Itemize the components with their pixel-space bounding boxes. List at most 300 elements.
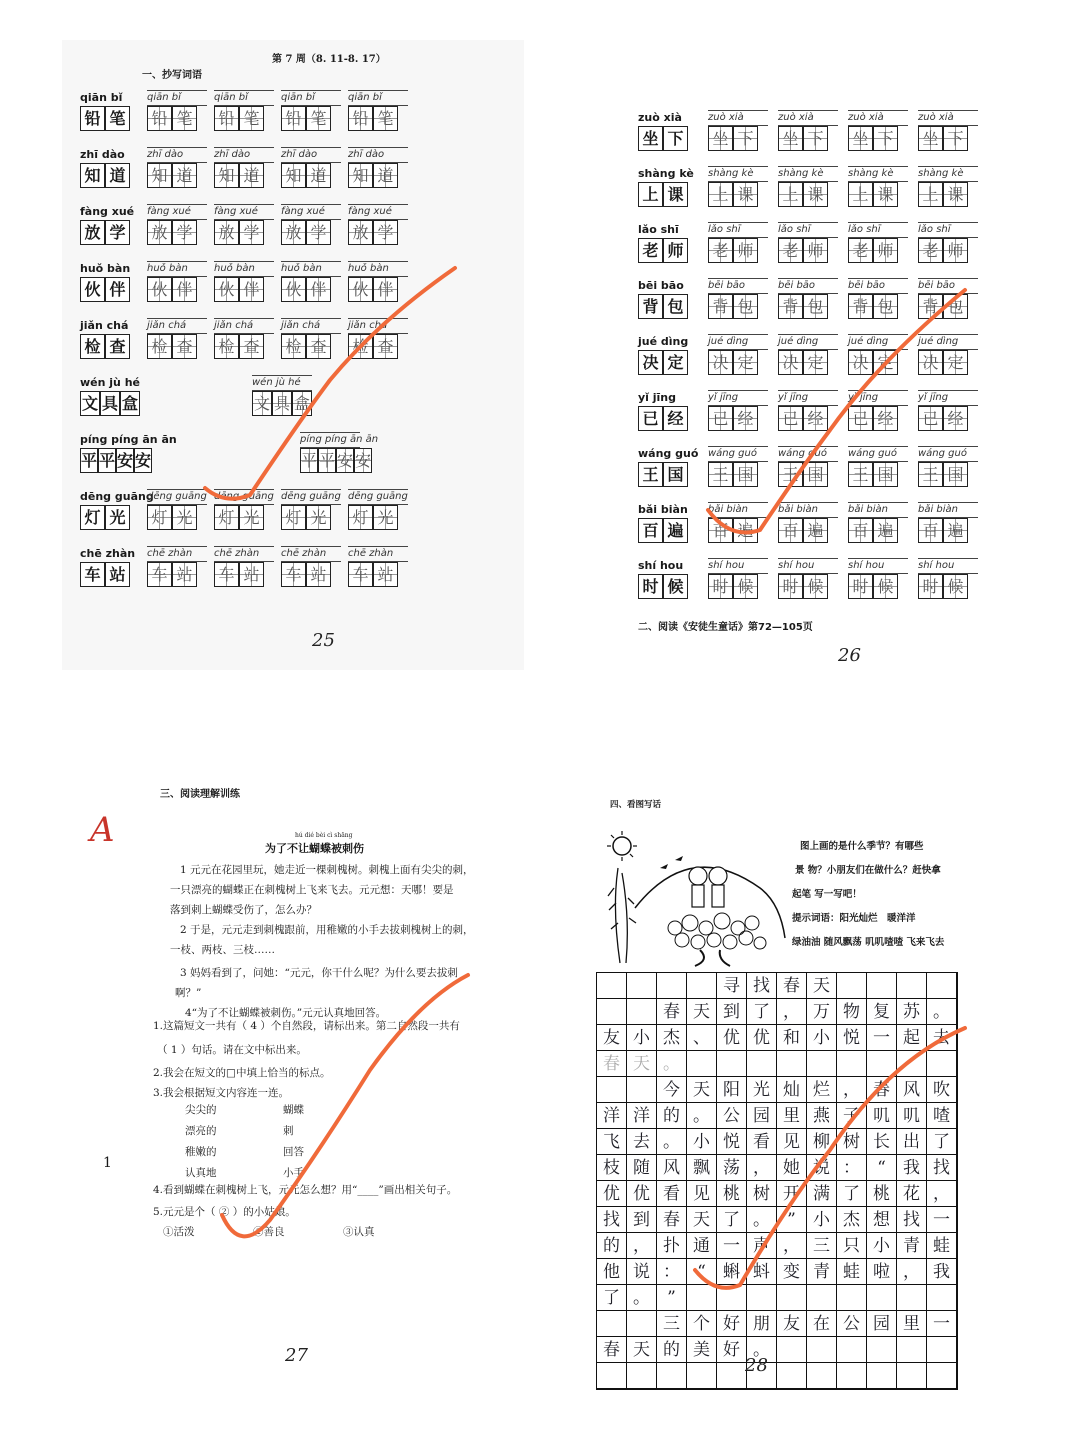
character-boxes bbox=[281, 163, 341, 188]
grid-cell bbox=[807, 1285, 837, 1311]
word-entry-printed bbox=[80, 147, 140, 188]
match-right-item: 回答 bbox=[283, 1146, 304, 1158]
grid-cell: 悦 bbox=[717, 1129, 747, 1155]
grid-cell: 我 bbox=[897, 1155, 927, 1181]
word-entry-copy bbox=[214, 147, 274, 188]
grid-cell: 的 bbox=[657, 1103, 687, 1129]
pinyin-label: zhī dào bbox=[281, 147, 341, 163]
word-entry-copy bbox=[848, 446, 908, 487]
grid-cell bbox=[837, 973, 867, 999]
pinyin-label: wáng guó bbox=[708, 446, 768, 462]
word-entry-copy bbox=[848, 110, 908, 151]
character-box: 车 bbox=[281, 562, 306, 587]
pinyin-label: shí hou bbox=[918, 558, 978, 574]
character-box: 师 bbox=[943, 238, 968, 263]
character-box: 铅 bbox=[281, 106, 306, 131]
word-entry-printed bbox=[638, 558, 698, 599]
character-boxes bbox=[348, 505, 408, 530]
grid-cell: 见 bbox=[687, 1181, 717, 1207]
character-box: 文 bbox=[252, 391, 272, 416]
answer-option: ③认真 bbox=[343, 1226, 375, 1238]
grid-cell bbox=[867, 1285, 897, 1311]
character-box: 时 bbox=[918, 574, 943, 599]
character-box: 车 bbox=[214, 562, 239, 587]
grid-cell bbox=[927, 1337, 957, 1363]
grid-cell: 友 bbox=[597, 1025, 627, 1051]
character-box: 知 bbox=[214, 163, 239, 188]
character-box: 下 bbox=[663, 126, 688, 151]
grid-cell: 。 bbox=[927, 999, 957, 1025]
pinyin-label: shí hou bbox=[848, 558, 908, 574]
character-boxes bbox=[708, 350, 768, 375]
character-box: 上 bbox=[848, 182, 873, 207]
grid-cell: 树 bbox=[837, 1129, 867, 1155]
word-entry-copy bbox=[281, 546, 341, 587]
grid-cell: 三 bbox=[657, 1311, 687, 1337]
grid-cell bbox=[927, 973, 957, 999]
character-box: 铅 bbox=[348, 106, 373, 131]
page-number: 25 bbox=[312, 630, 335, 651]
grid-cell: 杰 bbox=[657, 1025, 687, 1051]
word-entry-copy bbox=[778, 110, 838, 151]
grid-cell: 优 bbox=[597, 1181, 627, 1207]
word-entry-copy bbox=[848, 390, 908, 431]
grid-cell bbox=[597, 1311, 627, 1337]
grid-cell: 满 bbox=[807, 1181, 837, 1207]
character-box: 平 bbox=[300, 448, 318, 473]
grid-cell: 在 bbox=[807, 1311, 837, 1337]
character-box: 百 bbox=[708, 518, 733, 543]
character-box: 伙 bbox=[281, 277, 306, 302]
character-box: 道 bbox=[239, 163, 264, 188]
title-pinyin: hú dié bèi cì shāng bbox=[295, 832, 353, 839]
word-entry-copy bbox=[147, 147, 207, 188]
character-boxes bbox=[638, 182, 698, 207]
pinyin-label: jué dìng bbox=[918, 334, 978, 350]
grid-cell: 小 bbox=[867, 1233, 897, 1259]
grid-cell: 优 bbox=[627, 1181, 657, 1207]
character-boxes bbox=[214, 220, 274, 245]
character-boxes bbox=[708, 182, 768, 207]
pinyin-label: lǎo shī bbox=[638, 223, 679, 236]
character-box: 候 bbox=[943, 574, 968, 599]
pinyin-label: huǒ bàn bbox=[147, 261, 207, 277]
character-boxes bbox=[80, 448, 152, 473]
character-box: 决 bbox=[848, 350, 873, 375]
word-entry-copy bbox=[848, 166, 908, 207]
character-boxes bbox=[708, 574, 768, 599]
pinyin-label: bǎi biàn bbox=[848, 502, 908, 518]
grid-cell: 。 bbox=[627, 1285, 657, 1311]
grid-cell: 枝 bbox=[597, 1155, 627, 1181]
grid-cell: 洋 bbox=[597, 1103, 627, 1129]
character-boxes bbox=[918, 518, 978, 543]
grid-cell: 了 bbox=[927, 1129, 957, 1155]
character-box: 国 bbox=[803, 462, 828, 487]
grid-cell: 燕 bbox=[807, 1103, 837, 1129]
word-entry-copy bbox=[778, 446, 838, 487]
character-box: 上 bbox=[778, 182, 803, 207]
character-box: 伙 bbox=[147, 277, 172, 302]
week-header: 第 7 周（8. 11-8. 17） bbox=[272, 54, 386, 65]
character-box: 下 bbox=[873, 126, 898, 151]
grade-mark: A bbox=[90, 810, 115, 850]
character-box: 伴 bbox=[172, 277, 197, 302]
character-boxes bbox=[778, 406, 838, 431]
pinyin-label: bēi bāo bbox=[708, 278, 768, 294]
character-boxes bbox=[214, 277, 274, 302]
grid-cell: 风 bbox=[897, 1077, 927, 1103]
character-boxes bbox=[281, 220, 341, 245]
pinyin-label: fàng xué bbox=[214, 204, 274, 220]
character-box: 具 bbox=[272, 391, 292, 416]
character-box: 查 bbox=[306, 334, 331, 359]
word-entry-copy bbox=[708, 502, 768, 543]
character-box: 候 bbox=[663, 574, 688, 599]
word-entry-copy bbox=[214, 90, 274, 131]
grid-cell: 阳 bbox=[717, 1077, 747, 1103]
character-boxes bbox=[638, 462, 698, 487]
character-boxes bbox=[348, 220, 408, 245]
word-entry-copy bbox=[147, 261, 207, 302]
character-box: 车 bbox=[80, 562, 105, 587]
word-entry-printed bbox=[638, 222, 698, 263]
character-box: 放 bbox=[281, 220, 306, 245]
character-boxes bbox=[848, 350, 908, 375]
character-boxes bbox=[638, 238, 698, 263]
character-box: 站 bbox=[172, 562, 197, 587]
grid-cell: 到 bbox=[717, 999, 747, 1025]
character-boxes bbox=[848, 574, 908, 599]
grid-cell: 青 bbox=[807, 1259, 837, 1285]
character-box: 定 bbox=[943, 350, 968, 375]
character-box: 站 bbox=[306, 562, 331, 587]
word-entry-copy bbox=[918, 278, 978, 319]
word-entry-copy bbox=[348, 489, 408, 530]
pinyin-label: qiān bǐ bbox=[348, 90, 408, 106]
grid-cell: 随 bbox=[627, 1155, 657, 1181]
character-box: 背 bbox=[848, 294, 873, 319]
grid-cell: 喳 bbox=[927, 1103, 957, 1129]
character-boxes bbox=[80, 163, 140, 188]
grid-cell: 今 bbox=[657, 1077, 687, 1103]
grid-cell: 了 bbox=[837, 1181, 867, 1207]
grid-cell: 她 bbox=[777, 1155, 807, 1181]
pinyin-label: lǎo shī bbox=[778, 222, 838, 238]
pinyin-label: yǐ jīng bbox=[638, 391, 677, 404]
grid-cell: 起 bbox=[897, 1025, 927, 1051]
character-box: 学 bbox=[306, 220, 331, 245]
word-entry-copy bbox=[848, 502, 908, 543]
pinyin-label: chē zhàn bbox=[214, 546, 274, 562]
grid-cell bbox=[897, 1051, 927, 1077]
character-boxes bbox=[214, 163, 274, 188]
character-box: 王 bbox=[848, 462, 873, 487]
character-box: 课 bbox=[943, 182, 968, 207]
character-box: 平 bbox=[318, 448, 336, 473]
grid-cell: 春 bbox=[867, 1077, 897, 1103]
character-box: 安 bbox=[354, 448, 372, 473]
character-box: 百 bbox=[778, 518, 803, 543]
grid-cell: 洋 bbox=[627, 1103, 657, 1129]
character-box: 盒 bbox=[120, 391, 140, 416]
worksheet-page-26 bbox=[600, 80, 1045, 680]
character-box: 师 bbox=[803, 238, 828, 263]
pinyin-label: zhī dào bbox=[348, 147, 408, 163]
character-box: 王 bbox=[778, 462, 803, 487]
grid-cell: 杰 bbox=[837, 1207, 867, 1233]
word-entry-copy bbox=[778, 222, 838, 263]
character-box: 笔 bbox=[306, 106, 331, 131]
pinyin-label: zuò xià bbox=[778, 110, 838, 126]
character-box: 学 bbox=[239, 220, 264, 245]
grid-cell: 通 bbox=[687, 1233, 717, 1259]
grid-cell: 一 bbox=[927, 1207, 957, 1233]
grid-cell bbox=[627, 1077, 657, 1103]
character-box: 伙 bbox=[214, 277, 239, 302]
character-boxes bbox=[778, 294, 838, 319]
match-right-item: 刺 bbox=[283, 1125, 294, 1137]
pinyin-label: jiǎn chá bbox=[281, 318, 341, 334]
match-right-item: 小手 bbox=[283, 1167, 304, 1179]
character-box: 车 bbox=[147, 562, 172, 587]
grid-cell bbox=[777, 1051, 807, 1077]
grid-cell: 个 bbox=[687, 1311, 717, 1337]
pinyin-label: bēi bāo bbox=[778, 278, 838, 294]
grid-cell: 物 bbox=[837, 999, 867, 1025]
word-entry-copy bbox=[214, 204, 274, 245]
pinyin-label: dēng guāng bbox=[281, 489, 341, 505]
match-right-item: 蝴蝶 bbox=[283, 1104, 304, 1116]
grid-cell: 三 bbox=[807, 1233, 837, 1259]
character-box: 坐 bbox=[708, 126, 733, 151]
pinyin-label: qiān bǐ bbox=[80, 91, 123, 104]
character-boxes bbox=[778, 126, 838, 151]
word-entry-copy bbox=[778, 166, 838, 207]
word-entry-copy bbox=[348, 546, 408, 587]
answer-option: ①活泼 bbox=[163, 1226, 195, 1238]
pinyin-label: fàng xué bbox=[80, 205, 135, 218]
word-entry-copy bbox=[147, 204, 207, 245]
character-box: 已 bbox=[918, 406, 943, 431]
grid-cell: ” bbox=[657, 1285, 687, 1311]
character-boxes bbox=[214, 505, 274, 530]
pinyin-label: jué dìng bbox=[708, 334, 768, 350]
pinyin-label: qiān bǐ bbox=[214, 90, 274, 106]
pinyin-label: qiān bǐ bbox=[147, 90, 207, 106]
character-boxes bbox=[147, 220, 207, 245]
grid-cell: 的 bbox=[597, 1233, 627, 1259]
grid-cell bbox=[897, 1285, 927, 1311]
pinyin-label: bǎi biàn bbox=[638, 503, 688, 516]
pinyin-label: wén jù hé bbox=[252, 375, 312, 391]
grid-cell: 天 bbox=[687, 1207, 717, 1233]
character-box: 道 bbox=[306, 163, 331, 188]
grid-cell: 了 bbox=[597, 1285, 627, 1311]
word-entry-copy bbox=[778, 558, 838, 599]
word-entry-printed bbox=[80, 318, 140, 359]
character-box: 师 bbox=[663, 238, 688, 263]
story-line: 2 于是，元元走到刺槐跟前，用稚嫩的小手去拔刺槐树上的刺， bbox=[180, 924, 474, 936]
grid-cell bbox=[867, 1337, 897, 1363]
grid-cell: 他 bbox=[597, 1259, 627, 1285]
grid-cell bbox=[927, 1051, 957, 1077]
pinyin-label: yǐ jīng bbox=[708, 390, 768, 406]
character-box: 查 bbox=[105, 334, 130, 359]
pinyin-label: jiǎn chá bbox=[147, 318, 207, 334]
grid-cell: 了 bbox=[717, 1207, 747, 1233]
character-box: 老 bbox=[918, 238, 943, 263]
word-entry-copy bbox=[848, 278, 908, 319]
grid-cell: 好 bbox=[717, 1337, 747, 1363]
grid-cell bbox=[777, 1363, 807, 1389]
pinyin-label: bǎi biàn bbox=[778, 502, 838, 518]
grid-cell: 看 bbox=[657, 1181, 687, 1207]
grid-cell: 飞 bbox=[597, 1129, 627, 1155]
character-boxes bbox=[348, 163, 408, 188]
character-boxes bbox=[708, 238, 768, 263]
grid-cell bbox=[867, 1051, 897, 1077]
grid-cell bbox=[897, 973, 927, 999]
section-heading-reading: 二、阅读《安徒生童话》第72—105页 bbox=[638, 622, 813, 633]
character-box: 时 bbox=[778, 574, 803, 599]
character-boxes bbox=[638, 406, 698, 431]
character-boxes bbox=[348, 277, 408, 302]
grid-cell: 我 bbox=[927, 1259, 957, 1285]
character-box: 检 bbox=[348, 334, 373, 359]
character-boxes bbox=[708, 462, 768, 487]
word-entry-copy bbox=[214, 318, 274, 359]
character-boxes bbox=[80, 220, 140, 245]
character-box: 检 bbox=[281, 334, 306, 359]
character-box: 老 bbox=[708, 238, 733, 263]
grid-cell bbox=[867, 1363, 897, 1389]
character-box: 灯 bbox=[214, 505, 239, 530]
pinyin-label: dēng guāng bbox=[147, 489, 207, 505]
word-entry-printed bbox=[80, 261, 140, 302]
character-boxes bbox=[80, 106, 140, 131]
word-entry-copy bbox=[708, 110, 768, 151]
character-box: 百 bbox=[918, 518, 943, 543]
prompt-line: 提示词语：阳光灿烂 暖洋洋 bbox=[792, 913, 916, 924]
pinyin-label: jué dìng bbox=[848, 334, 908, 350]
pinyin-label: fàng xué bbox=[147, 204, 207, 220]
character-box: 已 bbox=[848, 406, 873, 431]
grid-cell bbox=[657, 973, 687, 999]
word-entry-copy bbox=[348, 147, 408, 188]
character-box: 经 bbox=[663, 406, 688, 431]
word-entry-copy bbox=[281, 318, 341, 359]
character-box: 国 bbox=[733, 462, 758, 487]
story-line: 一枝、两枝、三枝…… bbox=[170, 944, 275, 956]
grid-cell: 扑 bbox=[657, 1233, 687, 1259]
character-box: 站 bbox=[105, 562, 130, 587]
grid-cell bbox=[657, 1363, 687, 1389]
grid-cell: 公 bbox=[717, 1103, 747, 1129]
grid-cell: 。 bbox=[657, 1051, 687, 1077]
word-entry-copy bbox=[214, 261, 274, 302]
grid-cell: 找 bbox=[597, 1207, 627, 1233]
character-box: 经 bbox=[803, 406, 828, 431]
character-boxes bbox=[214, 106, 274, 131]
story-line: 3 妈妈看到了，问她：“元元，你干什么呢？为什么要去拔刺 bbox=[180, 967, 458, 979]
character-boxes bbox=[918, 238, 978, 263]
grid-cell: ： bbox=[657, 1259, 687, 1285]
word-entry-copy bbox=[147, 90, 207, 131]
word-entry-copy bbox=[708, 334, 768, 375]
grid-cell: 只 bbox=[837, 1233, 867, 1259]
character-box: 伴 bbox=[373, 277, 398, 302]
character-box: 上 bbox=[638, 182, 663, 207]
character-box: 已 bbox=[708, 406, 733, 431]
grid-cell: 悦 bbox=[837, 1025, 867, 1051]
pinyin-label: jiǎn chá bbox=[348, 318, 408, 334]
question-line: 2.我会在短文的□中填上恰当的标点。 bbox=[153, 1067, 331, 1079]
character-box: 包 bbox=[943, 294, 968, 319]
character-box: 光 bbox=[105, 505, 130, 530]
character-box: 经 bbox=[943, 406, 968, 431]
story-line: 4“为了不让蝴蝶被刺伤。”元元认真地回答。 bbox=[185, 1007, 387, 1019]
grid-cell: 天 bbox=[687, 999, 717, 1025]
character-box: 坐 bbox=[638, 126, 663, 151]
worksheet-page-27 bbox=[90, 760, 535, 1400]
character-box: 铅 bbox=[214, 106, 239, 131]
character-box: 盒 bbox=[292, 391, 312, 416]
grid-cell: 天 bbox=[627, 1337, 657, 1363]
word-entry-copy bbox=[778, 390, 838, 431]
grid-cell: 烂 bbox=[807, 1077, 837, 1103]
word-entry-copy bbox=[918, 222, 978, 263]
character-box: 查 bbox=[373, 334, 398, 359]
grid-cell: 优 bbox=[717, 1025, 747, 1051]
character-box: 知 bbox=[348, 163, 373, 188]
match-left-item: 尖尖的 bbox=[185, 1104, 217, 1116]
character-box: 放 bbox=[80, 220, 105, 245]
character-boxes bbox=[147, 505, 207, 530]
character-box: 放 bbox=[214, 220, 239, 245]
word-entry-copy bbox=[281, 204, 341, 245]
grid-cell bbox=[837, 1051, 867, 1077]
word-entry-copy bbox=[708, 222, 768, 263]
grid-cell: 声 bbox=[747, 1233, 777, 1259]
pinyin-label: chē zhàn bbox=[348, 546, 408, 562]
character-box: 站 bbox=[373, 562, 398, 587]
word-entry-copy bbox=[778, 278, 838, 319]
character-boxes bbox=[708, 406, 768, 431]
grid-cell: 吹 bbox=[927, 1077, 957, 1103]
pinyin-label: chē zhàn bbox=[281, 546, 341, 562]
word-entry-copy bbox=[348, 318, 408, 359]
character-boxes bbox=[848, 406, 908, 431]
character-box: 笔 bbox=[373, 106, 398, 131]
character-box: 包 bbox=[803, 294, 828, 319]
grid-cell: ， bbox=[837, 1077, 867, 1103]
character-box: 候 bbox=[873, 574, 898, 599]
grid-cell bbox=[627, 1363, 657, 1389]
word-entry-copy bbox=[708, 558, 768, 599]
word-entry-printed bbox=[80, 489, 154, 530]
grid-cell: 柳 bbox=[807, 1129, 837, 1155]
grid-cell: ， bbox=[777, 999, 807, 1025]
character-boxes bbox=[638, 574, 698, 599]
pinyin-label: fàng xué bbox=[348, 204, 408, 220]
grid-cell: 找 bbox=[897, 1207, 927, 1233]
grid-cell: 公 bbox=[837, 1311, 867, 1337]
word-entry-copy bbox=[214, 489, 274, 530]
character-box: 已 bbox=[778, 406, 803, 431]
grid-cell: “ bbox=[687, 1259, 717, 1285]
character-box: 候 bbox=[733, 574, 758, 599]
